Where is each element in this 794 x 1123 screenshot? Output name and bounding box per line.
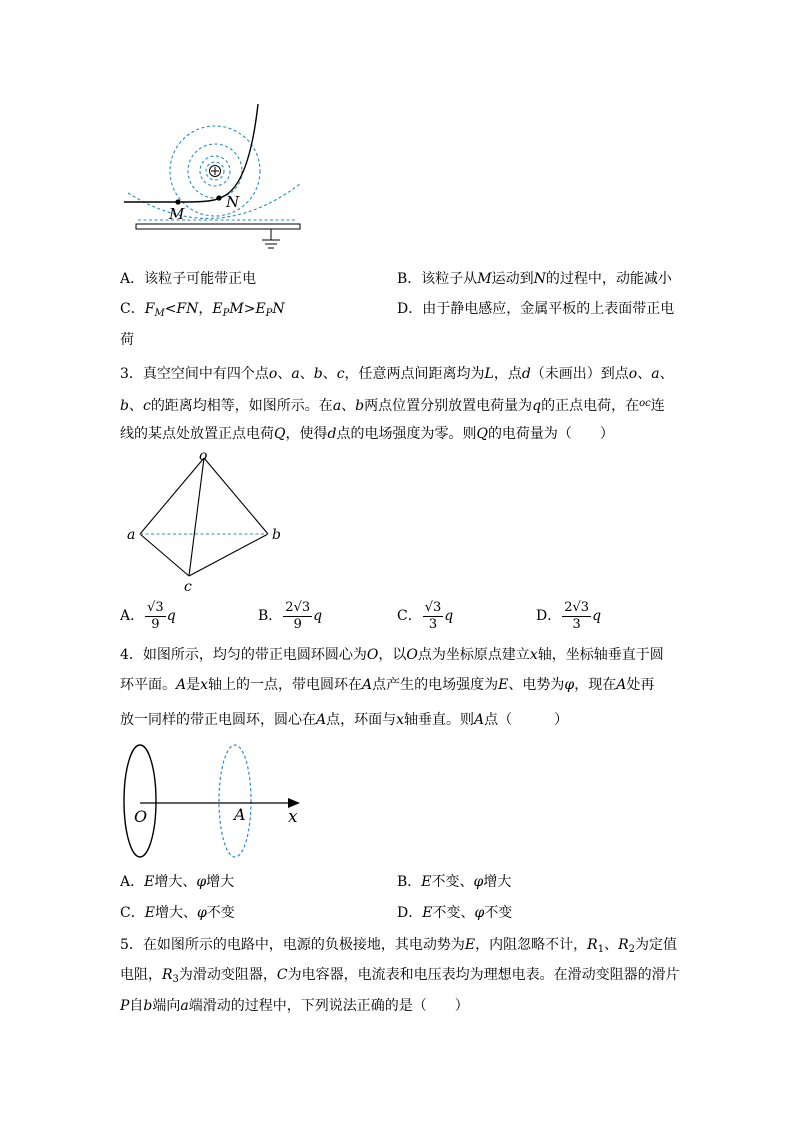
ring-o: [124, 745, 156, 857]
fig-particle-trajectory: [118, 98, 318, 258]
point-m: [175, 199, 180, 204]
metal-plate: [136, 224, 300, 229]
label-o: o: [199, 448, 208, 464]
label-b: b: [272, 527, 281, 543]
equipotential-arc: [128, 184, 300, 218]
q5-line-2: 电阻，$R_3$为滑动变阻器，C为电容器，电流表和电压表均为理想电表。在滑动变阻器的滑片: [120, 967, 680, 985]
edge-bc: [189, 534, 268, 576]
label-c: c: [184, 579, 192, 595]
fig-charged-rings: [118, 742, 318, 862]
q3-option-a[interactable]: A． $\frac{√3}{9}$ q: [120, 600, 176, 632]
q4-option-c[interactable]: C．E增大、φ不变: [120, 905, 235, 921]
q4-option-d[interactable]: D．E不变、φ不变: [397, 905, 513, 921]
q3-line-1: 3．真空空间中有四个点o、a、b、c，任意两点间距离均为L，点d（未画出）到点o、a、: [120, 366, 674, 382]
q2-option-c[interactable]: C．$F_M<FN$，$E_PM>E_PN$: [120, 301, 285, 319]
q4-line-2: 环平面。A是x轴上的一点，带电圆环在A点产生的电场强度为E、电势为φ，现在A处再: [120, 677, 655, 693]
label-n: N: [226, 193, 240, 211]
q2-option-b[interactable]: B．该粒子从M运动到N的过程中，动能减小: [397, 271, 672, 287]
edge-ac: [140, 534, 189, 576]
edge-ob: [204, 458, 268, 534]
label-m: M: [169, 205, 185, 223]
q3-option-b[interactable]: B． $\frac{2√3}{9}$ q: [258, 600, 323, 632]
q2-option-a[interactable]: A．该粒子可能带正电: [120, 271, 257, 287]
point-n: [216, 195, 221, 200]
q2-option-d-cont: 荷: [120, 332, 134, 348]
ground-icon: [262, 229, 280, 248]
ring-a-dashed: [219, 745, 251, 857]
edge-oa: [140, 458, 204, 534]
edge-oc: [189, 458, 204, 576]
q5-line-1: 5．在如图所示的电路中，电源的负极接地，其电动势为E，内阻忽略不计，$R_1$、$R_2$为定值: [120, 937, 677, 955]
fig-tetrahedron: [122, 448, 292, 598]
q2-option-d[interactable]: D．由于静电感应，金属平板的上表面带正电: [397, 301, 675, 317]
q4-line-1: 4．如图所示，均匀的带正电圆环圆心为O，以O点为坐标原点建立x轴，坐标轴垂直于圆: [120, 647, 664, 663]
q3-line-2: b、c的距离均相等，如图所示。在a、b两点位置分别放置电荷量为q的正点电荷，在$^{oc}$连: [120, 398, 665, 414]
q3-option-d[interactable]: D． $\frac{2√3}{3}$ q: [536, 600, 602, 632]
q3-option-c[interactable]: C． $\frac{√3}{3}$ q: [397, 600, 454, 632]
label-x: x: [288, 807, 298, 827]
label-a: a: [127, 527, 136, 543]
q5-line-3: P自b端向a端滑动的过程中，下列说法正确的是（ ）: [120, 998, 469, 1014]
q4-option-b[interactable]: B．E不变、φ增大: [397, 874, 512, 890]
particle-trajectory: [124, 104, 258, 202]
q3-line-3: 线的某点处放置正点电荷Q，使得d点的电场强度为零。则Q的电荷量为（ ）: [120, 426, 614, 442]
label-point-a: A: [234, 805, 246, 824]
label-origin-o: O: [134, 807, 148, 826]
q4-line-3: 放一同样的带正电圆环，圆心在A点，环面与x轴垂直。则A点（ ）: [120, 712, 569, 728]
q4-option-a[interactable]: A．E增大、φ增大: [120, 874, 235, 890]
